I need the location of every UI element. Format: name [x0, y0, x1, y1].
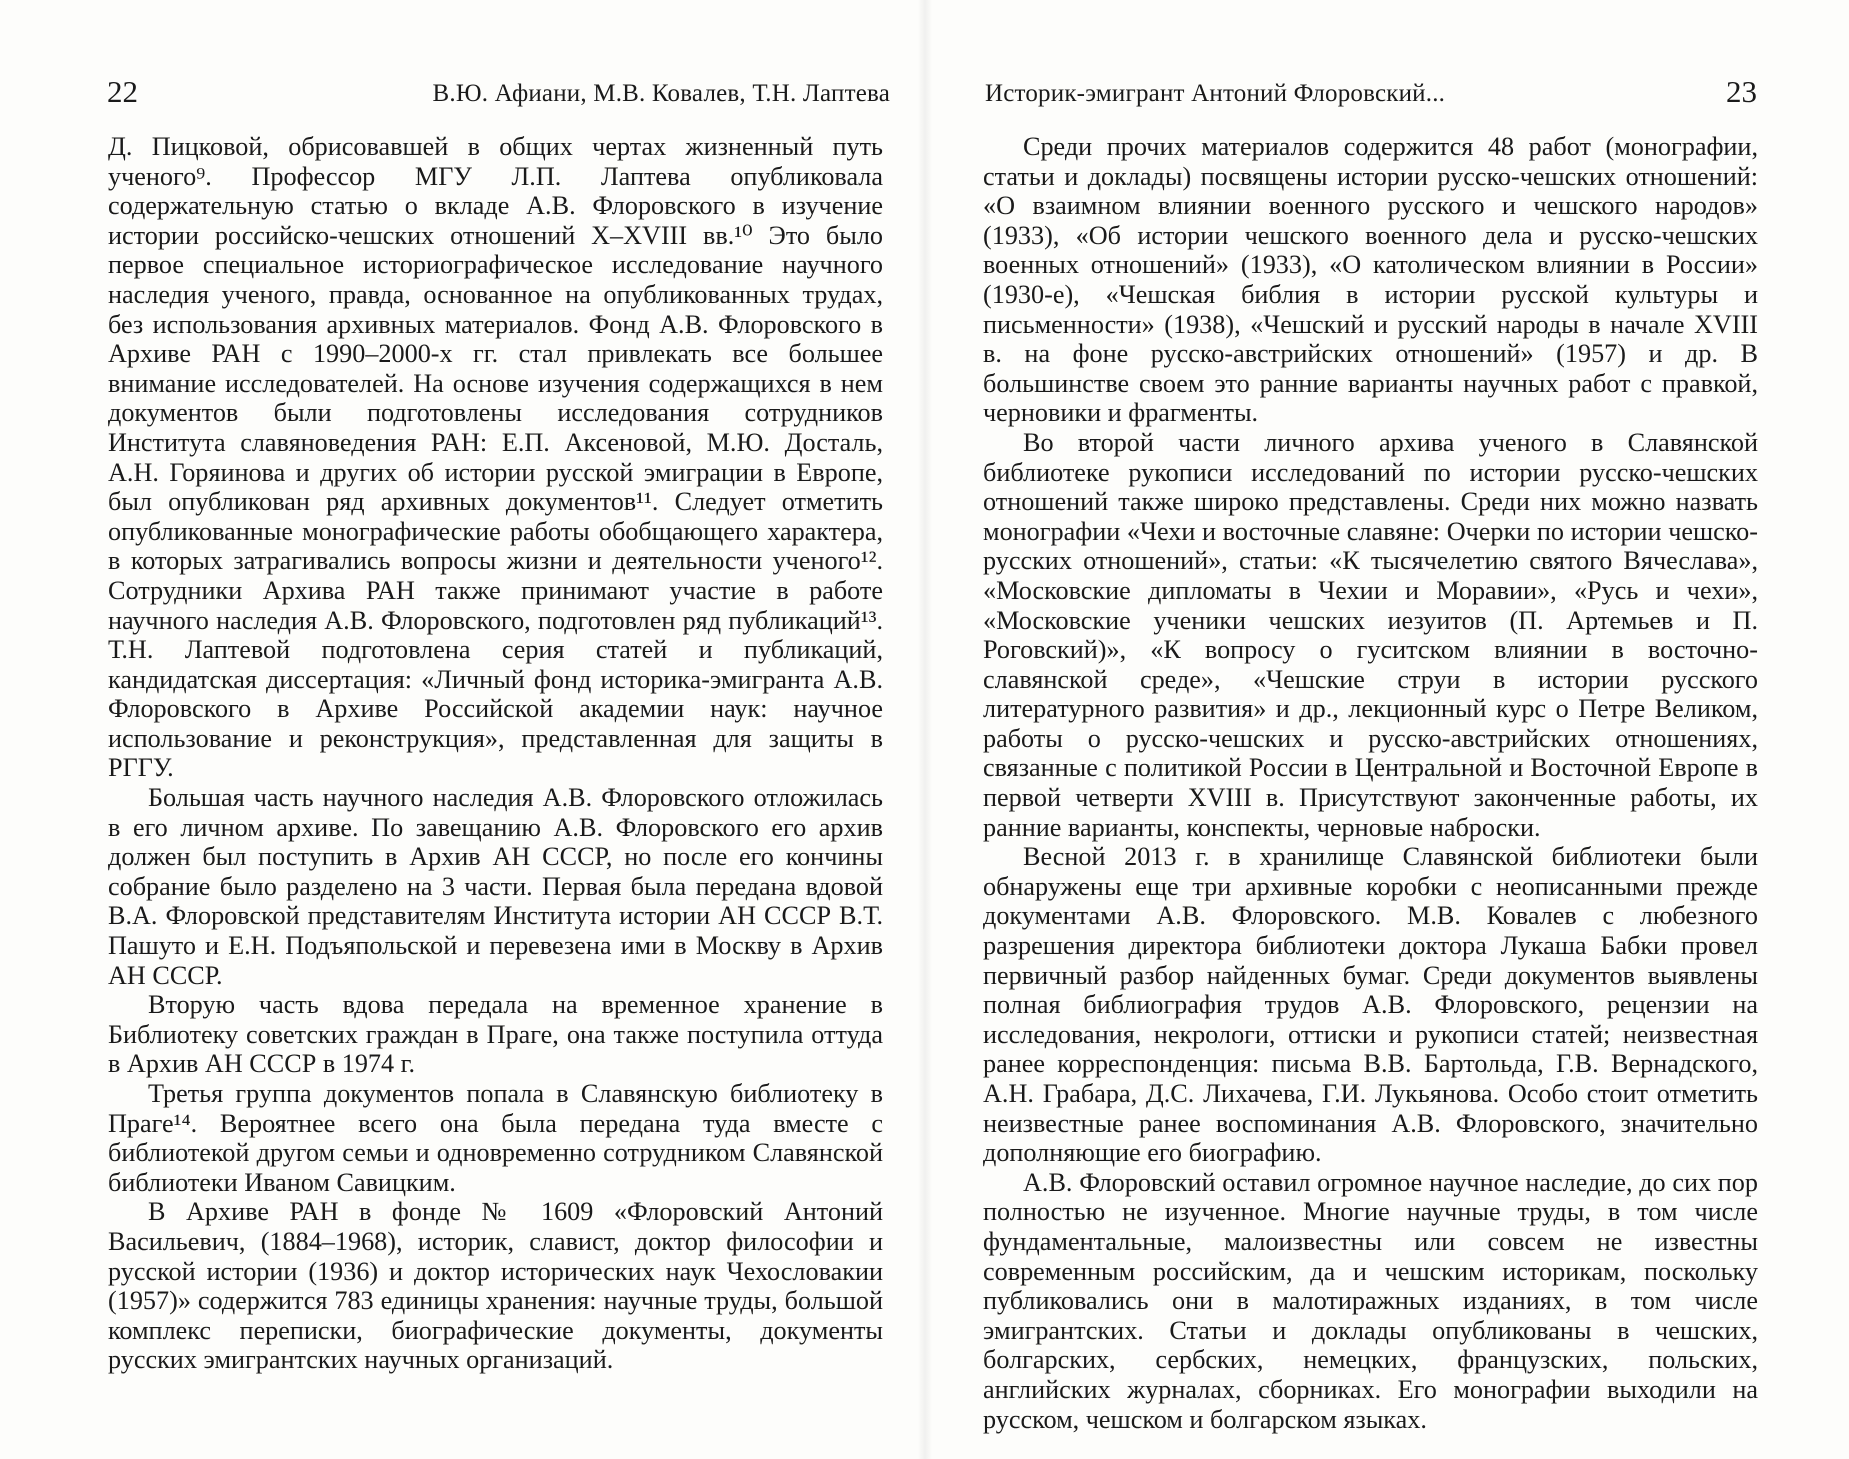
paragraph: Большая часть научного наследия А.В. Флоровского отложилась в его личном архиве. По завещанию А.В. Флоровского его архив должен был поступить в Архив АН СССР, но после его кончины собрание было разделено на 3 части. Первая была передана вдовой В.А. Флоровской представителям Института истории АН СССР В.Т. Пашуто и Е.Н. Подъяпольской и перевезена ими в Москву в Архив АН СССР.	[108, 783, 883, 990]
left-page	[0, 0, 924, 1459]
paragraph: Среди прочих материалов содержится 48 работ (монографии, статьи и доклады) посвящены истории русско-чешских отношений: «О взаимном влиянии военного русского и чешского народов» (1933), «Об истории чешского военного дела и русско-чешских военных отношений» (1933), «О католическом влиянии в России» (1930-е), «Чешская библия в истории русской культуры и письменности» (1938), «Чешский и русский народы в начале XVIII в. на фоне русско-австрийских отношений» (1957) и др. В большинстве своем это ранние варианты научных работ с правкой, черновики и фрагменты.	[983, 132, 1758, 428]
right-page	[925, 0, 1849, 1459]
paragraph: В Архиве РАН в фонде № 1609 «Флоровский Антоний Васильевич, (1884–1968), историк, славист, доктор философии и русской истории (1936) и доктор исторических наук Чехословакии (1957)» содержится 783 единицы хранения: научные труды, большой комплекс переписки, биографические документы, документы русских эмигрантских научных организаций.	[108, 1197, 883, 1375]
paragraph: Д. Пицковой, обрисовавшей в общих чертах жизненный путь ученого⁹. Профессор МГУ Л.П. Лаптева опубликовала содержательную статью о вкладе А.В. Флоровского в изучение истории российско-чешских отношений X–XVIII вв.¹⁰ Это было первое специальное историографическое исследование научного наследия ученого, правда, основанное на опубликованных трудах, без использования архивных материалов. Фонд А.В. Флоровского в Архиве РАН с 1990–2000-х гг. стал привлекать все большее внимание исследователей. На основе изучения содержащихся в нем документов были подготовлены исследования сотрудников Института славяноведения РАН: Е.П. Аксеновой, М.Ю. Досталь, А.Н. Горяинова и других об истории русской эмиграции в Европе, был опубликован ряд архивных документов¹¹. Следует отметить опубликованные монографические работы обобщающего характера, в которых затрагивались вопросы жизни и деятельности ученого¹². Сотрудники Архива РАН также принимают участие в работе научного наследия А.В. Флоровского, подготовлен ряд публикаций¹³. Т.Н. Лаптевой подготовлена серия статей и публикаций, кандидатская диссертация: «Личный фонд историка-эмигранта А.В. Флоровского в Архиве Российской академии наук: научное использование и реконструкция», представленная для защиты в РГГУ.	[108, 132, 883, 783]
page-number: 23	[1726, 74, 1757, 109]
paragraph: Весной 2013 г. в хранилище Славянской библиотеки были обнаружены еще три архивные коробки с неописанными прежде документами А.В. Флоровского. М.В. Ковалев с любезного разрешения директора библиотеки доктора Лукаша Бабки провел первичный разбор найденных бумаг. Среди документов выявлены полная библиография трудов А.В. Флоровского, рецензии на исследования, некрологи, оттиски и рукописи статей; неизвестная ранее корреспонденция: письма В.В. Бартольда, Г.В. Вернадского, А.Н. Грабара, Д.С. Лихачева, Г.И. Лукьянова. Особо стоит отметить неизвестные ранее воспоминания А.В. Флоровского, значительно дополняющие его биографию.	[983, 842, 1758, 1168]
running-head: Историк-эмигрант Антоний Флоровский...	[985, 80, 1446, 107]
paragraph: Третья группа документов попала в Славянскую библиотеку в Праге¹⁴. Вероятнее всего она была передана туда вместе с библиотекой другом семьи и одновременно сотрудником Славянской библиотеки Иваном Савицким.	[108, 1079, 883, 1197]
body-text	[983, 132, 1758, 1434]
page-number: 22	[107, 74, 138, 109]
paragraph: Во второй части личного архива ученого в Славянской библиотеке рукописи исследований по истории русско-чешских отношений также широко представлены. Среди них можно назвать монографии «Чехи и восточные славяне: Очерки по истории чешско-русских отношений», статьи: «К тысячелетию святого Вячеслава», «Московские дипломаты в Чехии и Моравии», «Русь и чехи», «Московские ученики чешских иезуитов (П. Артемьев и П. Роговский)», «К вопросу о гуситском влиянии в восточно-славянской среде», «Чешские струи в истории русского литературного развития» и др., лекционный курс о Петре Великом, работы о русско-чешских и русско-австрийских отношениях, связанные с политикой России в Центральной и Восточной Европе в первой четверти XVIII в. Присутствуют законченные работы, их ранние варианты, конспекты, черновые наброски.	[983, 427, 1758, 842]
paragraph: Вторую часть вдова передала на временное хранение в Библиотеку советских граждан в Праге, она также поступила оттуда в Архив АН СССР в 1974 г.	[108, 990, 883, 1079]
paragraph: А.В. Флоровский оставил огромное научное наследие, до сих пор полностью не изученное. Многие научные труды, в том числе фундаментальные, малоизвестны или совсем не известны современным российским, да и чешским историкам, поскольку публиковались они в малотиражных изданиях, в том числе эмигрантских. Статьи и доклады опубликованы в чешских, болгарских, сербских, немецких, французских, польских, английских журналах, сборниках. Его монографии выходили на русском, чешском и болгарском языках.	[983, 1167, 1758, 1434]
body-text	[108, 132, 883, 1375]
running-head: В.Ю. Афиани, М.В. Ковалев, Т.Н. Лаптева	[432, 80, 890, 107]
